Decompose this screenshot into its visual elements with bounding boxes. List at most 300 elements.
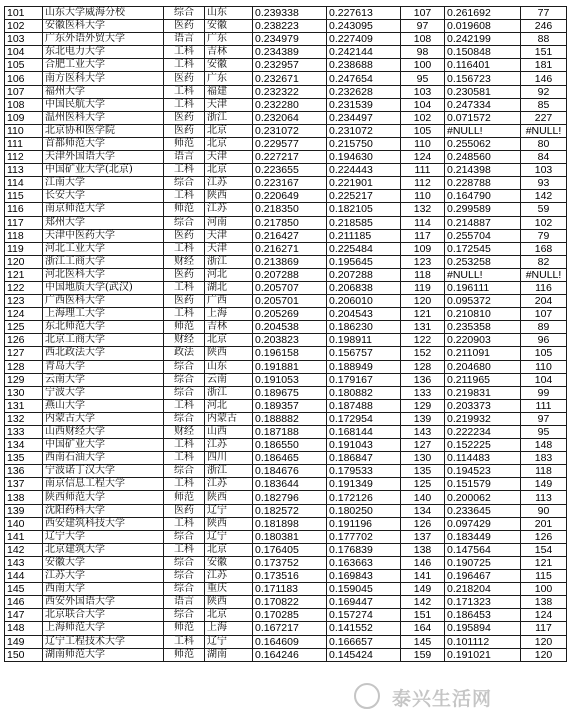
- table-cell: 0.019608: [445, 20, 521, 33]
- table-cell: 146: [401, 556, 445, 569]
- table-cell: 0.216271: [253, 242, 327, 255]
- table-cell: 综合: [164, 465, 205, 478]
- table-cell: 四川: [205, 452, 253, 465]
- table-cell: 天津中医药大学: [43, 229, 164, 242]
- table-cell: 0.172126: [327, 491, 401, 504]
- table-cell: 0.200062: [445, 491, 521, 504]
- table-cell: 陕西师范大学: [43, 491, 164, 504]
- table-cell: 0.215750: [327, 137, 401, 150]
- table-cell: 111: [521, 399, 567, 412]
- table-cell: 120: [5, 255, 43, 268]
- table-cell: 0.171183: [253, 583, 327, 596]
- table-cell: 河北: [205, 268, 253, 281]
- table-cell: 0.147564: [445, 543, 521, 556]
- table-cell: 93: [521, 177, 567, 190]
- table-cell: 南京师范大学: [43, 203, 164, 216]
- table-cell: 0.170822: [253, 596, 327, 609]
- table-cell: 工科: [164, 46, 205, 59]
- table-cell: 137: [401, 530, 445, 543]
- table-cell: 宁波诺丁汉大学: [43, 465, 164, 478]
- table-cell: 山东大学威海分校: [43, 7, 164, 20]
- table-cell: 131: [5, 399, 43, 412]
- table-cell: 0.180250: [327, 504, 401, 517]
- table-cell: 118: [401, 268, 445, 281]
- table-cell: 136: [401, 373, 445, 386]
- table-row: [5, 491, 567, 504]
- table-cell: 0.196467: [445, 570, 521, 583]
- table-cell: 139: [5, 504, 43, 517]
- table-row: [5, 59, 567, 72]
- table-cell: 浙江: [205, 465, 253, 478]
- table-cell: 西安建筑科技大学: [43, 517, 164, 530]
- table-cell: 0.152225: [445, 439, 521, 452]
- table-cell: 0.159045: [327, 583, 401, 596]
- table-cell: 山东: [205, 360, 253, 373]
- table-cell: 西北政法大学: [43, 347, 164, 360]
- table-cell: 0.182572: [253, 504, 327, 517]
- table-cell: 136: [5, 465, 43, 478]
- table-cell: 144: [5, 570, 43, 583]
- table-cell: 132: [5, 412, 43, 425]
- table-cell: 112: [5, 151, 43, 164]
- table-cell: 0.196111: [445, 281, 521, 294]
- table-cell: 语言: [164, 596, 205, 609]
- table-cell: 77: [521, 7, 567, 20]
- table-cell: 综合: [164, 609, 205, 622]
- table-cell: 宁波大学: [43, 386, 164, 399]
- table-cell: 0.182105: [327, 203, 401, 216]
- table-cell: 145: [5, 583, 43, 596]
- table-cell: 0.198911: [327, 334, 401, 347]
- table-row: [5, 85, 567, 98]
- table-row: [5, 308, 567, 321]
- table-cell: 117: [401, 229, 445, 242]
- table-cell: 0.203373: [445, 399, 521, 412]
- table-cell: 0.225217: [327, 190, 401, 203]
- table-cell: 工科: [164, 478, 205, 491]
- table-cell: 福州大学: [43, 85, 164, 98]
- table-cell: 综合: [164, 556, 205, 569]
- table-cell: 内蒙古: [205, 412, 253, 425]
- table-cell: 0.207288: [327, 268, 401, 281]
- table-cell: 181: [521, 59, 567, 72]
- table-cell: 183: [521, 452, 567, 465]
- table-cell: 天津: [205, 151, 253, 164]
- table-cell: 0.205707: [253, 281, 327, 294]
- table-cell: 吉林: [205, 46, 253, 59]
- table-cell: 师范: [164, 491, 205, 504]
- table-cell: 0.207288: [253, 268, 327, 281]
- table-cell: 116: [521, 281, 567, 294]
- table-row: [5, 426, 567, 439]
- table-cell: 西南大学: [43, 583, 164, 596]
- table-cell: 0.195645: [327, 255, 401, 268]
- table-cell: 117: [521, 622, 567, 635]
- table-cell: 0.191053: [253, 373, 327, 386]
- table-cell: 0.205269: [253, 308, 327, 321]
- table-cell: 0.186453: [445, 609, 521, 622]
- table-row: [5, 583, 567, 596]
- table-cell: 0.242144: [327, 46, 401, 59]
- table-row: [5, 151, 567, 164]
- table-cell: 0.191349: [327, 478, 401, 491]
- table-cell: 246: [521, 20, 567, 33]
- table-cell: #NULL!: [445, 268, 521, 281]
- table-cell: 110: [5, 124, 43, 137]
- table-cell: 0.225484: [327, 242, 401, 255]
- table-row: [5, 295, 567, 308]
- table-row: [5, 556, 567, 569]
- table-cell: 0.195894: [445, 622, 521, 635]
- table-cell: 0.184676: [253, 465, 327, 478]
- table-row: [5, 20, 567, 33]
- table-cell: 127: [5, 347, 43, 360]
- table-cell: 0.233645: [445, 504, 521, 517]
- table-cell: 117: [5, 216, 43, 229]
- table-cell: 0.232280: [253, 98, 327, 111]
- table-cell: 0.211091: [445, 347, 521, 360]
- table-cell: 141: [5, 530, 43, 543]
- table-cell: 103: [521, 164, 567, 177]
- table-cell: 79: [521, 229, 567, 242]
- table-cell: 126: [401, 517, 445, 530]
- table-cell: 0.211965: [445, 373, 521, 386]
- table-cell: 0.177702: [327, 530, 401, 543]
- table-cell: 广西: [205, 295, 253, 308]
- table-cell: 0.180882: [327, 386, 401, 399]
- table-cell: 128: [401, 360, 445, 373]
- table-cell: 综合: [164, 360, 205, 373]
- table-cell: 124: [401, 151, 445, 164]
- table-cell: 95: [521, 426, 567, 439]
- table-cell: 辽宁: [205, 504, 253, 517]
- table-cell: 0.187488: [327, 399, 401, 412]
- table-cell: 辽宁: [205, 635, 253, 648]
- table-cell: 59: [521, 203, 567, 216]
- table-row: [5, 203, 567, 216]
- table-cell: 0.170285: [253, 609, 327, 622]
- table-cell: 0.255062: [445, 137, 521, 150]
- table-cell: 0.211185: [327, 229, 401, 242]
- table-cell: 上海师范大学: [43, 622, 164, 635]
- table-cell: 0.191881: [253, 360, 327, 373]
- table-cell: #NULL!: [521, 268, 567, 281]
- table-cell: 0.253258: [445, 255, 521, 268]
- table-cell: 0.071572: [445, 111, 521, 124]
- table-cell: 0.243095: [327, 20, 401, 33]
- table-cell: 99: [521, 386, 567, 399]
- table-cell: 140: [5, 517, 43, 530]
- table-cell: 陕西: [205, 190, 253, 203]
- table-cell: 北京: [205, 609, 253, 622]
- table-cell: 204: [521, 295, 567, 308]
- table-row: [5, 255, 567, 268]
- table-cell: 综合: [164, 177, 205, 190]
- table-cell: 120: [521, 635, 567, 648]
- table-cell: 0.176405: [253, 543, 327, 556]
- table-cell: 0.220649: [253, 190, 327, 203]
- table-cell: 128: [5, 360, 43, 373]
- table-cell: 114: [401, 216, 445, 229]
- table-cell: 0.216427: [253, 229, 327, 242]
- table-cell: 85: [521, 98, 567, 111]
- table-cell: 0.239338: [253, 7, 327, 20]
- table-row: [5, 386, 567, 399]
- table-cell: 0.223167: [253, 177, 327, 190]
- table-cell: 0.101112: [445, 635, 521, 648]
- table-cell: 江苏: [205, 478, 253, 491]
- table-cell: 110: [401, 137, 445, 150]
- table-cell: 0.242199: [445, 33, 521, 46]
- table-cell: 0.213869: [253, 255, 327, 268]
- table-cell: 财经: [164, 255, 205, 268]
- table-cell: 河南: [205, 216, 253, 229]
- table-cell: 0.196158: [253, 347, 327, 360]
- table-cell: 工科: [164, 635, 205, 648]
- table-cell: 133: [5, 426, 43, 439]
- table-cell: 89: [521, 321, 567, 334]
- table-cell: 广东外语外贸大学: [43, 33, 164, 46]
- table-cell: 北京: [205, 124, 253, 137]
- table-cell: 江苏: [205, 570, 253, 583]
- table-cell: 安徽大学: [43, 556, 164, 569]
- table-cell: 103: [401, 85, 445, 98]
- table-cell: 温州医科大学: [43, 111, 164, 124]
- table-cell: 0.186550: [253, 439, 327, 452]
- table-cell: 0.232064: [253, 111, 327, 124]
- table-cell: 0.261692: [445, 7, 521, 20]
- table-cell: 综合: [164, 216, 205, 229]
- table-cell: 浙江: [205, 111, 253, 124]
- table-cell: 0.172954: [327, 412, 401, 425]
- table-cell: 110: [521, 360, 567, 373]
- table-cell: 陕西: [205, 517, 253, 530]
- table-cell: 湖北: [205, 281, 253, 294]
- table-cell: 109: [401, 242, 445, 255]
- table-cell: 医药: [164, 295, 205, 308]
- table-row: [5, 570, 567, 583]
- table-cell: 0.299589: [445, 203, 521, 216]
- table-cell: 151: [401, 609, 445, 622]
- table-cell: 福建: [205, 85, 253, 98]
- table-cell: 0.145424: [327, 648, 401, 661]
- table-cell: 110: [401, 190, 445, 203]
- table-cell: 上海: [205, 308, 253, 321]
- table-cell: 149: [521, 478, 567, 491]
- table-cell: 工科: [164, 242, 205, 255]
- table-cell: 151: [521, 46, 567, 59]
- table-cell: 0.248560: [445, 151, 521, 164]
- table-cell: 0.190725: [445, 556, 521, 569]
- table-cell: 159: [401, 648, 445, 661]
- table-cell: 北京: [205, 334, 253, 347]
- table-cell: 140: [401, 491, 445, 504]
- table-cell: 0.214887: [445, 216, 521, 229]
- table-cell: 0.186230: [327, 321, 401, 334]
- table-cell: 141: [401, 570, 445, 583]
- university-ranking-table: [4, 6, 567, 662]
- table-row: [5, 635, 567, 648]
- table-cell: 115: [5, 190, 43, 203]
- table-cell: 中国矿业大学(北京): [43, 164, 164, 177]
- table-cell: 湖南: [205, 648, 253, 661]
- table-cell: 北京工商大学: [43, 334, 164, 347]
- table-row: [5, 452, 567, 465]
- table-cell: 江苏大学: [43, 570, 164, 583]
- table-row: [5, 321, 567, 334]
- table-cell: 111: [401, 164, 445, 177]
- table-cell: 浙江: [205, 255, 253, 268]
- table-cell: 149: [5, 635, 43, 648]
- table-cell: 148: [5, 622, 43, 635]
- table-cell: 0.227217: [253, 151, 327, 164]
- table-row: [5, 648, 567, 661]
- table-cell: 天津: [205, 242, 253, 255]
- table-cell: 127: [401, 439, 445, 452]
- table-row: [5, 530, 567, 543]
- table-cell: 天津: [205, 229, 253, 242]
- watermark-text: 泰兴生活网: [391, 688, 492, 710]
- table-row: [5, 334, 567, 347]
- table-cell: 政法: [164, 347, 205, 360]
- table-cell: 东北师范大学: [43, 321, 164, 334]
- table-row: [5, 72, 567, 85]
- table-cell: 北京联合大学: [43, 609, 164, 622]
- table-cell: #NULL!: [521, 124, 567, 137]
- table-cell: 0.167217: [253, 622, 327, 635]
- table-cell: 0.218350: [253, 203, 327, 216]
- table-cell: 辽宁: [205, 530, 253, 543]
- table-row: [5, 622, 567, 635]
- table-cell: 0.203823: [253, 334, 327, 347]
- table-cell: 126: [5, 334, 43, 347]
- table-cell: 138: [401, 543, 445, 556]
- table-cell: 0.230581: [445, 85, 521, 98]
- table-cell: 师范: [164, 648, 205, 661]
- table-cell: 125: [401, 478, 445, 491]
- table-cell: 综合: [164, 412, 205, 425]
- table-cell: 0.232628: [327, 85, 401, 98]
- table-cell: 118: [521, 465, 567, 478]
- table-cell: 长安大学: [43, 190, 164, 203]
- table-cell: 142: [521, 190, 567, 203]
- table-cell: 工科: [164, 517, 205, 530]
- table-cell: 0.163663: [327, 556, 401, 569]
- table-cell: 工科: [164, 98, 205, 111]
- table-cell: 北京: [205, 137, 253, 150]
- table-cell: 综合: [164, 583, 205, 596]
- table-cell: 97: [521, 412, 567, 425]
- table-row: [5, 177, 567, 190]
- table-row: [5, 229, 567, 242]
- table-cell: 116: [5, 203, 43, 216]
- table-cell: 东北电力大学: [43, 46, 164, 59]
- table-row: [5, 98, 567, 111]
- table-cell: 146: [521, 72, 567, 85]
- table-cell: 130: [5, 386, 43, 399]
- table-cell: 0.180381: [253, 530, 327, 543]
- table-cell: 工科: [164, 308, 205, 321]
- table-row: [5, 439, 567, 452]
- table-cell: 师范: [164, 321, 205, 334]
- table-cell: 西南石油大学: [43, 452, 164, 465]
- table-cell: 0.182796: [253, 491, 327, 504]
- table-cell: 工科: [164, 452, 205, 465]
- table-cell: 上海: [205, 622, 253, 635]
- table-cell: 内蒙古大学: [43, 412, 164, 425]
- table-cell: 0.234979: [253, 33, 327, 46]
- table-cell: 医药: [164, 229, 205, 242]
- table-cell: 0.206010: [327, 295, 401, 308]
- table-cell: 122: [5, 281, 43, 294]
- table-cell: 145: [401, 635, 445, 648]
- table-cell: 0.141552: [327, 622, 401, 635]
- table-cell: 0.173752: [253, 556, 327, 569]
- table-cell: 工科: [164, 399, 205, 412]
- table-cell: 工科: [164, 543, 205, 556]
- table-cell: 郑州大学: [43, 216, 164, 229]
- table-row: [5, 504, 567, 517]
- table-cell: 130: [401, 452, 445, 465]
- table-cell: 0.204538: [253, 321, 327, 334]
- table-cell: 134: [5, 439, 43, 452]
- table-row: [5, 609, 567, 622]
- table-cell: 0.232671: [253, 72, 327, 85]
- table-cell: 河北: [205, 399, 253, 412]
- table-cell: 0.218204: [445, 583, 521, 596]
- table-cell: 0.219932: [445, 412, 521, 425]
- table-cell: 0.169447: [327, 596, 401, 609]
- table-cell: 168: [521, 242, 567, 255]
- table-cell: 燕山大学: [43, 399, 164, 412]
- table-cell: 浙江工商大学: [43, 255, 164, 268]
- table-cell: 中国地质大学(武汉): [43, 281, 164, 294]
- table-cell: 辽宁工程技术大学: [43, 635, 164, 648]
- table-cell: 138: [5, 491, 43, 504]
- table-cell: 0.232957: [253, 59, 327, 72]
- table-row: [5, 137, 567, 150]
- table-cell: 142: [401, 596, 445, 609]
- table-cell: 0.173516: [253, 570, 327, 583]
- table-cell: 80: [521, 137, 567, 150]
- table-cell: 0.228788: [445, 177, 521, 190]
- table-cell: 0.189675: [253, 386, 327, 399]
- table-cell: 0.210810: [445, 308, 521, 321]
- table-cell: #NULL!: [445, 124, 521, 137]
- table-cell: 综合: [164, 386, 205, 399]
- table-row: [5, 596, 567, 609]
- table-cell: 0.168144: [327, 426, 401, 439]
- table-cell: 0.164246: [253, 648, 327, 661]
- table-row: [5, 465, 567, 478]
- table-body: [5, 7, 567, 662]
- table-cell: 113: [521, 491, 567, 504]
- table-row: [5, 216, 567, 229]
- table-cell: 0.187188: [253, 426, 327, 439]
- table-cell: 0.097429: [445, 517, 521, 530]
- table-cell: 浙江: [205, 386, 253, 399]
- table-cell: 113: [5, 164, 43, 177]
- table-cell: 102: [5, 20, 43, 33]
- table-cell: 0.171323: [445, 596, 521, 609]
- table-cell: 北京协和医学院: [43, 124, 164, 137]
- table-cell: 152: [401, 347, 445, 360]
- table-row: [5, 33, 567, 46]
- table-cell: 上海理工大学: [43, 308, 164, 321]
- table-row: [5, 517, 567, 530]
- table-cell: 工科: [164, 85, 205, 98]
- table-cell: 0.205701: [253, 295, 327, 308]
